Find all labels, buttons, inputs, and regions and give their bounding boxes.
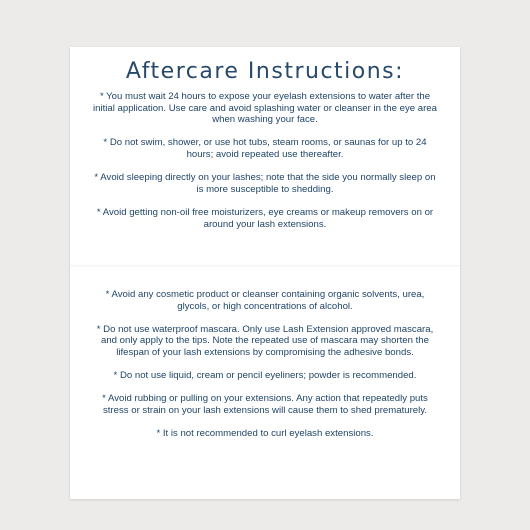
- instruction-item: * Avoid sleeping directly on your lashes; note that the side you normally sleep on is more susceptible to shedding.: [94, 172, 436, 195]
- aftercare-card: [70, 47, 460, 499]
- instruction-item: * Do not use liquid, cream or pencil eyeliners; powder is recommended.: [113, 370, 417, 382]
- instruction-item: * Avoid rubbing or pulling on your extensions. Any action that repeatedly puts stress or strain on your lash extensions will cause them to shed prematurely.: [102, 393, 428, 416]
- instruction-item: * Do not swim, shower, or use hot tubs, steam rooms, or saunas for up to 24 hours; avoid repeated use thereafter.: [103, 137, 427, 160]
- bottom-instructions: [92, 289, 438, 440]
- card-title: Aftercare Instructions:: [125, 59, 405, 84]
- top-instructions: [92, 91, 438, 230]
- card-fold-line: [70, 265, 460, 267]
- instruction-item: * Avoid getting non-oil free moisturizers, eye creams or makeup removers on or around your lash extensions.: [96, 206, 434, 230]
- instruction-item: * Do not use waterproof mascara. Only use Lash Extension approved mascara, and only apply to the tips. Note the repeated use of mascara may shorten the lifespan of your lash extensions by compromising the adhesive bonds.: [96, 323, 434, 358]
- instruction-item: * Avoid any cosmetic product or cleanser containing organic solvents, urea, glycols, or high concentrations of alcohol.: [105, 289, 425, 312]
- instruction-item: * It is not recommended to curl eyelash extensions.: [156, 428, 374, 440]
- instruction-item: * You must wait 24 hours to expose your eyelash extensions to water after the initial application. Use care and avoid splashing water or cleanser in the eye area when washing your face.: [93, 91, 437, 126]
